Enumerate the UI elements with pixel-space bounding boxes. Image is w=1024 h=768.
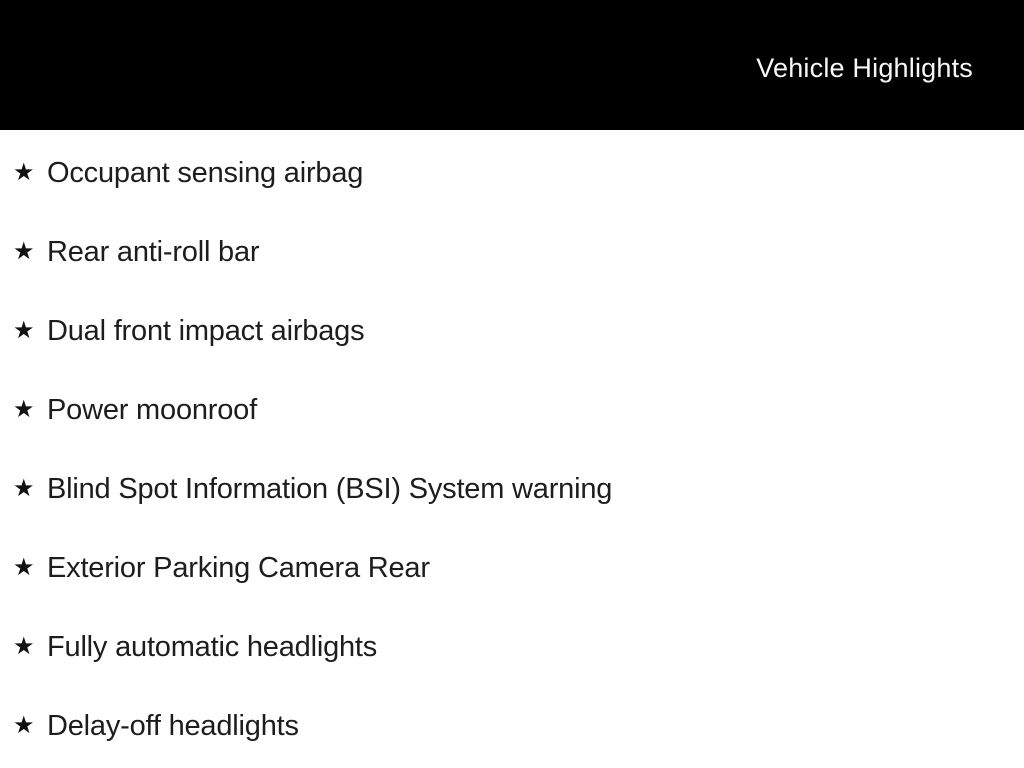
list-item-label: Power moonroof — [47, 394, 257, 426]
list-item-label: Exterior Parking Camera Rear — [47, 552, 430, 584]
list-item-label: Occupant sensing airbag — [47, 157, 364, 189]
list-item — [0, 529, 1024, 608]
list-item — [0, 134, 1024, 213]
list-item-label: Blind Spot Information (BSI) System warning — [47, 473, 613, 505]
list-item — [0, 450, 1024, 529]
list-item-label: Rear anti-roll bar — [47, 236, 260, 268]
list-item — [0, 213, 1024, 292]
list-item-label: Dual front impact airbags — [47, 315, 365, 347]
star-bullet-icon: ★ — [13, 316, 35, 344]
list-item-label: Fully automatic headlights — [47, 631, 378, 663]
page-title: Vehicle Highlights — [756, 52, 973, 83]
list-item — [0, 608, 1024, 687]
list-item-label: Delay-off headlights — [47, 710, 299, 742]
star-bullet-icon: ★ — [13, 711, 35, 739]
star-bullet-icon: ★ — [13, 474, 35, 502]
list-item — [0, 687, 1024, 766]
star-bullet-icon: ★ — [13, 237, 35, 265]
list-item — [0, 292, 1024, 371]
list-item — [0, 371, 1024, 450]
star-bullet-icon: ★ — [13, 632, 35, 660]
highlights-list — [0, 130, 1024, 766]
star-bullet-icon: ★ — [13, 158, 35, 186]
star-bullet-icon: ★ — [13, 553, 35, 581]
header-bar — [0, 0, 1024, 130]
star-bullet-icon: ★ — [13, 395, 35, 423]
